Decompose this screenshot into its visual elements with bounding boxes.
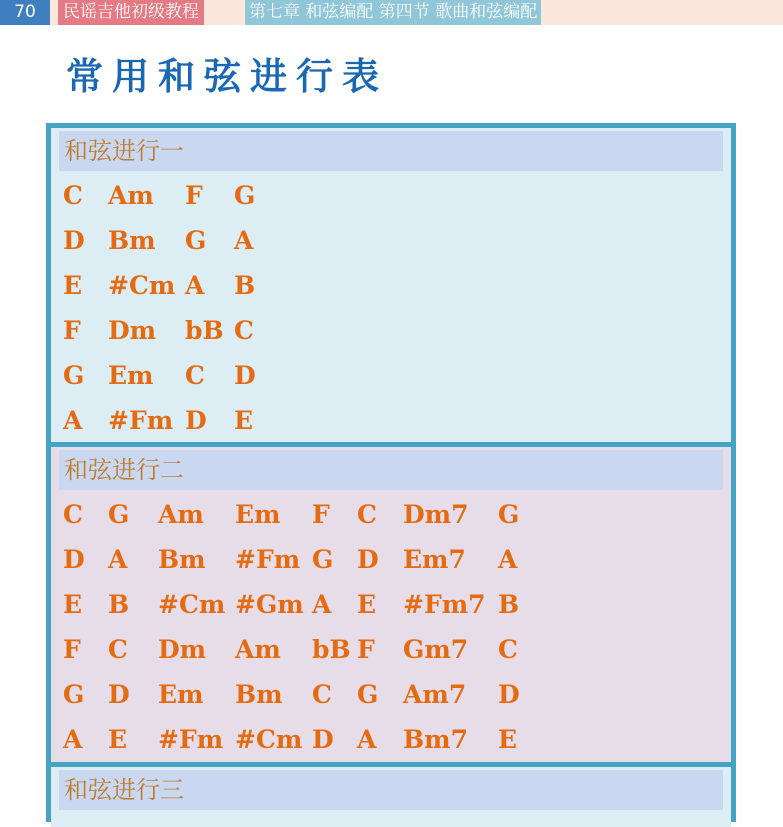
chord-symbol: C xyxy=(185,361,205,390)
chord-symbol: B xyxy=(498,590,520,619)
chord-symbol: A xyxy=(108,545,128,574)
chord-symbol: F xyxy=(185,181,203,210)
chord-symbol: C xyxy=(234,316,254,345)
chord-symbol: Am7 xyxy=(403,680,467,709)
chord-symbol: G xyxy=(108,500,130,529)
chord-symbol: Bm xyxy=(158,545,206,574)
chord-symbol: Dm7 xyxy=(403,500,469,529)
chord-symbol: F xyxy=(312,500,330,529)
chord-symbol: G xyxy=(63,361,85,390)
chord-symbol: C xyxy=(63,500,83,529)
chord-symbol: B xyxy=(108,590,130,619)
chord-symbol: A xyxy=(312,590,332,619)
chord-symbol: bB xyxy=(312,635,351,664)
chord-progression-table xyxy=(46,123,736,822)
chord-symbol: Dm xyxy=(158,635,207,664)
chord-symbol: D xyxy=(185,406,207,435)
chord-symbol: E xyxy=(63,590,83,619)
chord-symbol: A xyxy=(185,271,205,300)
chord-symbol: E xyxy=(63,271,83,300)
chord-symbol: F xyxy=(63,635,81,664)
chord-symbol: #Cm xyxy=(158,590,226,619)
page-title: 常用和弦进行表 xyxy=(66,55,388,98)
chord-symbol: D xyxy=(234,361,256,390)
chord-symbol: C xyxy=(312,680,332,709)
chord-symbol: Em xyxy=(108,361,154,390)
chord-symbol: D xyxy=(498,680,520,709)
chord-symbol: C xyxy=(108,635,128,664)
page-header xyxy=(0,0,783,25)
chord-symbol: Dm xyxy=(108,316,157,345)
chord-symbol: #Fm7 xyxy=(403,590,486,619)
chord-symbol: A xyxy=(234,226,254,255)
chord-symbol: F xyxy=(63,316,81,345)
chord-symbol: #Cm xyxy=(108,271,176,300)
chord-symbol: E xyxy=(234,406,254,435)
section-label: 和弦进行二 xyxy=(59,450,723,490)
chord-symbol: #Fm xyxy=(235,545,301,574)
chord-symbol: #Cm xyxy=(235,725,303,754)
chord-symbol: Am xyxy=(158,500,204,529)
chord-symbol: #Fm xyxy=(158,725,224,754)
chord-symbol: A xyxy=(63,725,83,754)
chord-symbol: C xyxy=(357,500,377,529)
chord-symbol: Am xyxy=(235,635,281,664)
chord-symbol: D xyxy=(63,545,85,574)
section-progression-2 xyxy=(51,447,731,762)
section-label: 和弦进行一 xyxy=(59,131,723,171)
chord-symbol: bB xyxy=(185,316,224,345)
chord-symbol: D xyxy=(312,725,334,754)
chord-symbol: Em xyxy=(235,500,281,529)
chord-symbol: E xyxy=(357,590,377,619)
chord-symbol: G xyxy=(357,680,379,709)
chord-symbol: G xyxy=(234,181,256,210)
chord-symbol: Bm xyxy=(108,226,156,255)
chord-symbol: #Fm xyxy=(108,406,174,435)
chord-symbol: G xyxy=(498,500,520,529)
chord-symbol: G xyxy=(185,226,207,255)
chord-symbol: C xyxy=(63,181,83,210)
chord-symbol: A xyxy=(498,545,518,574)
section-progression-3 xyxy=(51,767,731,827)
chord-symbol: Bm xyxy=(235,680,283,709)
chord-symbol: E xyxy=(498,725,518,754)
chord-symbol: C xyxy=(498,635,518,664)
chord-symbol: G xyxy=(312,545,334,574)
chord-symbol: A xyxy=(357,725,377,754)
chapter-title: 第七章 和弦编配 第四节 歌曲和弦编配 xyxy=(245,0,541,25)
chord-symbol: Em7 xyxy=(403,545,466,574)
chord-symbol: F xyxy=(357,635,375,664)
chord-symbol: D xyxy=(63,226,85,255)
chord-symbol: E xyxy=(108,725,128,754)
chord-symbol: B xyxy=(234,271,256,300)
chord-symbol: A xyxy=(63,406,83,435)
chord-symbol: #Gm xyxy=(235,590,304,619)
section-progression-1 xyxy=(51,128,731,442)
page-number: 70 xyxy=(0,0,50,25)
chord-symbol: Em xyxy=(158,680,204,709)
section-label: 和弦进行三 xyxy=(59,770,723,810)
chord-symbol: Am xyxy=(108,181,154,210)
book-title: 民谣吉他初级教程 xyxy=(58,0,204,25)
chord-symbol: D xyxy=(108,680,130,709)
chord-symbol: Gm7 xyxy=(403,635,469,664)
chord-symbol: D xyxy=(357,545,379,574)
chord-symbol: G xyxy=(63,680,85,709)
chord-symbol: Bm7 xyxy=(403,725,468,754)
